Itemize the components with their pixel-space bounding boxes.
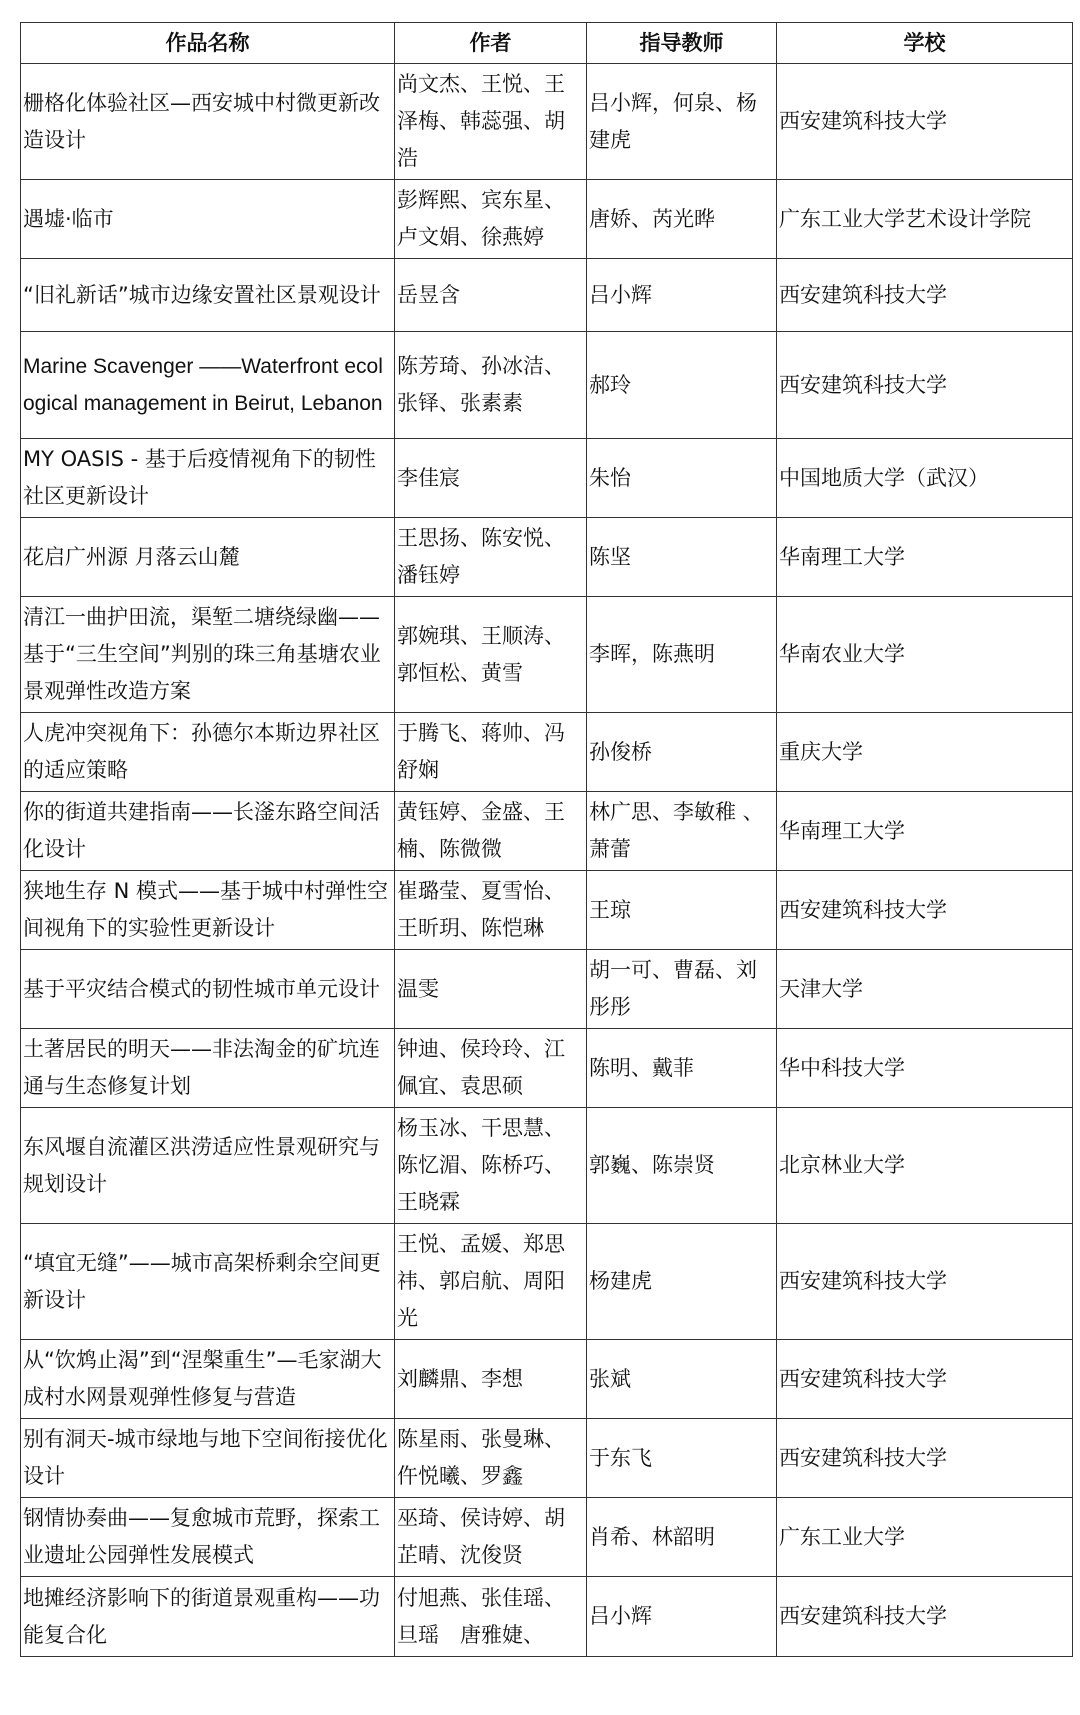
cell-advisors: 吕小辉 — [587, 1577, 777, 1657]
cell-authors: 温雯 — [395, 950, 587, 1029]
table-row — [21, 792, 1073, 871]
cell-authors: 彭辉熙、宾东星、卢文娟、徐燕婷 — [395, 180, 587, 259]
cell-school: 北京林业大学 — [777, 1108, 1073, 1224]
cell-title: 人虎冲突视角下：孙德尔本斯边界社区的适应策略 — [21, 713, 395, 792]
cell-advisors: 王琼 — [587, 871, 777, 950]
cell-school: 华南理工大学 — [777, 518, 1073, 597]
cell-school: 西安建筑科技大学 — [777, 64, 1073, 180]
cell-school: 西安建筑科技大学 — [777, 259, 1073, 332]
cell-title: 遇墟·临市 — [21, 180, 395, 259]
cell-authors: 崔璐莹、夏雪怡、王昕玥、陈恺琳 — [395, 871, 587, 950]
cell-school: 重庆大学 — [777, 713, 1073, 792]
cell-authors: 岳昱含 — [395, 259, 587, 332]
table-row — [21, 518, 1073, 597]
cell-school: 华中科技大学 — [777, 1029, 1073, 1108]
cell-authors: 巫琦、侯诗婷、胡芷晴、沈俊贤 — [395, 1498, 587, 1577]
cell-advisors: 陈明、戴菲 — [587, 1029, 777, 1108]
cell-authors: 陈芳琦、孙冰洁、张铎、张素素 — [395, 332, 587, 439]
cell-title: 花启广州源 月落云山麓 — [21, 518, 395, 597]
cell-authors: 王悦、孟媛、郑思祎、郭启航、周阳光 — [395, 1224, 587, 1340]
cell-authors: 黄钰婷、金盛、王楠、陈微微 — [395, 792, 587, 871]
cell-authors: 郭婉琪、王顺涛、郭恒松、黄雪 — [395, 597, 587, 713]
table-row — [21, 597, 1073, 713]
cell-title: 从“饮鸩止渴”到“涅槃重生”—毛家湖大成村水网景观弹性修复与营造 — [21, 1340, 395, 1419]
table-row — [21, 950, 1073, 1029]
table-row — [21, 1224, 1073, 1340]
cell-school: 西安建筑科技大学 — [777, 332, 1073, 439]
cell-advisors: 杨建虎 — [587, 1224, 777, 1340]
cell-advisors: 李晖，陈燕明 — [587, 597, 777, 713]
cell-title: 清江一曲护田流，渠堑二塘绕绿幽——基于“三生空间”判别的珠三角基塘农业景观弹性改造方案 — [21, 597, 395, 713]
cell-title: 狭地生存 N 模式——基于城中村弹性空间视角下的实验性更新设计 — [21, 871, 395, 950]
cell-advisors: 于东飞 — [587, 1419, 777, 1498]
header-authors: 作者 — [395, 23, 587, 64]
cell-advisors: 张斌 — [587, 1340, 777, 1419]
cell-school: 天津大学 — [777, 950, 1073, 1029]
cell-authors: 付旭燕、张佳瑶、旦瑶 唐雅婕、 — [395, 1577, 587, 1657]
cell-school: 西安建筑科技大学 — [777, 871, 1073, 950]
cell-advisors: 肖希、林韶明 — [587, 1498, 777, 1577]
table-row — [21, 1419, 1073, 1498]
table-header-row — [21, 23, 1073, 64]
cell-advisors: 朱怡 — [587, 439, 777, 518]
cell-advisors: 吕小辉 — [587, 259, 777, 332]
cell-title: 你的街道共建指南——长滏东路空间活化设计 — [21, 792, 395, 871]
cell-title: 地摊经济影响下的街道景观重构——功能复合化 — [21, 1577, 395, 1657]
cell-advisors: 郝玲 — [587, 332, 777, 439]
table-body — [21, 64, 1073, 1657]
cell-school: 西安建筑科技大学 — [777, 1340, 1073, 1419]
table-row — [21, 1108, 1073, 1224]
cell-title: 土著居民的明天——非法淘金的矿坑连通与生态修复计划 — [21, 1029, 395, 1108]
cell-school: 西安建筑科技大学 — [777, 1224, 1073, 1340]
cell-title: “填宜无缝”——城市高架桥剩余空间更新设计 — [21, 1224, 395, 1340]
cell-authors: 陈星雨、张曼琳、仵悦曦、罗鑫 — [395, 1419, 587, 1498]
cell-title: 别有洞天-城市绿地与地下空间衔接优化设计 — [21, 1419, 395, 1498]
header-advisors: 指导教师 — [587, 23, 777, 64]
cell-advisors: 胡一可、曹磊、刘彤彤 — [587, 950, 777, 1029]
cell-school: 西安建筑科技大学 — [777, 1419, 1073, 1498]
cell-advisors: 林广思、李敏稚 、萧蕾 — [587, 792, 777, 871]
cell-school: 中国地质大学（武汉） — [777, 439, 1073, 518]
cell-advisors: 唐娇、芮光晔 — [587, 180, 777, 259]
cell-advisors: 郭巍、陈崇贤 — [587, 1108, 777, 1224]
cell-authors: 杨玉冰、干思慧、陈忆湄、陈桥巧、王晓霖 — [395, 1108, 587, 1224]
award-table — [20, 22, 1073, 1657]
table-row — [21, 439, 1073, 518]
table-row — [21, 332, 1073, 439]
table-row — [21, 1577, 1073, 1657]
cell-school: 华南农业大学 — [777, 597, 1073, 713]
table-row — [21, 180, 1073, 259]
cell-school: 广东工业大学 — [777, 1498, 1073, 1577]
cell-title: 栅格化体验社区—西安城中村微更新改造设计 — [21, 64, 395, 180]
cell-title: 东风堰自流灌区洪涝适应性景观研究与规划设计 — [21, 1108, 395, 1224]
cell-school: 广东工业大学艺术设计学院 — [777, 180, 1073, 259]
table-row — [21, 1340, 1073, 1419]
header-school: 学校 — [777, 23, 1073, 64]
cell-title: 钢情协奏曲——复愈城市荒野，探索工业遗址公园弹性发展模式 — [21, 1498, 395, 1577]
table-row — [21, 871, 1073, 950]
cell-school: 西安建筑科技大学 — [777, 1577, 1073, 1657]
cell-advisors: 孙俊桥 — [587, 713, 777, 792]
cell-authors: 刘麟鼎、李想 — [395, 1340, 587, 1419]
cell-title: MY OASIS - 基于后疫情视角下的韧性社区更新设计 — [21, 439, 395, 518]
table-row — [21, 1498, 1073, 1577]
table-row — [21, 259, 1073, 332]
cell-authors: 钟迪、侯玲玲、江佩宜、袁思硕 — [395, 1029, 587, 1108]
cell-title: “旧礼新话”城市边缘安置社区景观设计 — [21, 259, 395, 332]
cell-advisors: 陈坚 — [587, 518, 777, 597]
table-row — [21, 1029, 1073, 1108]
cell-authors: 尚文杰、王悦、王泽梅、韩蕊强、胡浩 — [395, 64, 587, 180]
cell-title: 基于平灾结合模式的韧性城市单元设计 — [21, 950, 395, 1029]
header-title: 作品名称 — [21, 23, 395, 64]
table-row — [21, 713, 1073, 792]
cell-school: 华南理工大学 — [777, 792, 1073, 871]
cell-authors: 于腾飞、蒋帅、冯舒娴 — [395, 713, 587, 792]
cell-authors: 李佳宸 — [395, 439, 587, 518]
cell-title: Marine Scavenger ——Waterfront ecological management in Beirut, Lebanon — [21, 332, 395, 439]
table-row — [21, 64, 1073, 180]
cell-authors: 王思扬、陈安悦、潘钰婷 — [395, 518, 587, 597]
cell-advisors: 吕小辉，何泉、杨建虎 — [587, 64, 777, 180]
